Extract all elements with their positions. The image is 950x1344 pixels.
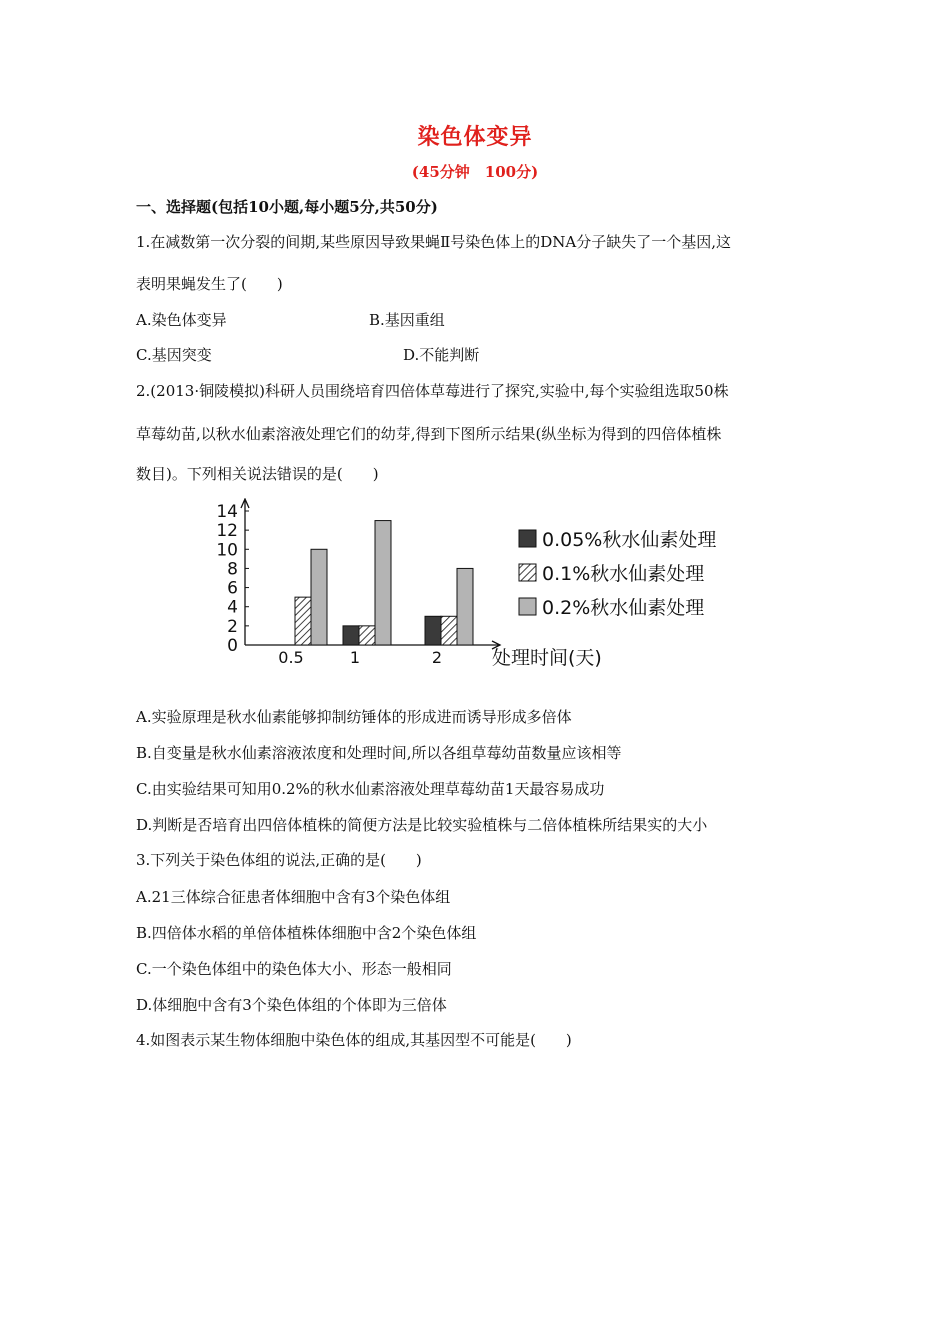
- q1-option-d: D.不能判断: [403, 346, 480, 364]
- page-subtitle: (45分钟 100分): [411, 163, 539, 181]
- q1-option-b: B.基因重组: [369, 311, 445, 329]
- q1-option-a: A.染色体变异: [136, 311, 227, 329]
- legend-swatch: [519, 530, 536, 547]
- section-heading: 一、选择题(包括10小题,每小题5分,共50分): [136, 198, 438, 216]
- y-tick-label: 12: [216, 521, 238, 542]
- bar: [311, 549, 327, 645]
- q4-stem: 4.如图表示某生物体细胞中染色体的组成,其基因型不可能是( ): [136, 1031, 572, 1049]
- q3-option-c: C.一个染色体组中的染色体大小、形态一般相同: [136, 960, 452, 978]
- legend-label: 0.1%秋水仙素处理: [542, 563, 705, 585]
- x-tick-label: 2: [431, 648, 443, 667]
- bar: [441, 616, 457, 645]
- q1-option-c: C.基因突变: [136, 346, 212, 364]
- bar: [359, 626, 375, 645]
- x-tick-label: 0.5: [278, 648, 304, 667]
- q2-option-c: C.由实验结果可知用0.2%的秋水仙素溶液处理草莓幼苗1天最容易成功: [136, 780, 605, 798]
- q3-option-d: D.体细胞中含有3个染色体组的个体即为三倍体: [136, 996, 447, 1014]
- y-tick-label: 4: [227, 597, 238, 618]
- q2-option-d: D.判断是否培育出四倍体植株的简便方法是比较实验植株与二倍体植株所结果实的大小: [136, 816, 708, 834]
- legend-label: 0.2%秋水仙素处理: [542, 597, 705, 619]
- q2-option-b: B.自变量是秋水仙素溶液浓度和处理时间,所以各组草莓幼苗数量应该相等: [136, 744, 622, 762]
- q2-stem-line3: 数目)。下列相关说法错误的是( ): [136, 465, 379, 483]
- q2-stem-line2: 草莓幼苗,以秋水仙素溶液处理它们的幼芽,得到下图所示结果(纵坐标为得到的四倍体植株: [136, 425, 722, 443]
- q3-stem: 3.下列关于染色体组的说法,正确的是( ): [136, 851, 422, 869]
- legend-swatch: [519, 598, 536, 615]
- y-tick-label: 6: [227, 578, 238, 599]
- q3-option-a: A.21三体综合征患者体细胞中含有3个染色体组: [136, 888, 451, 906]
- q3-option-b: B.四倍体水稻的单倍体植株体细胞中含2个染色体组: [136, 924, 477, 942]
- y-tick-label: 2: [227, 616, 238, 637]
- x-axis-label: 处理时间(天): [492, 647, 602, 669]
- y-tick-label: 0: [227, 636, 238, 656]
- bar: [457, 568, 473, 645]
- q2-option-a: A.实验原理是秋水仙素能够抑制纺锤体的形成进而诱导形成多倍体: [136, 708, 572, 726]
- bar-chart: [200, 498, 760, 688]
- q1-stem-line1: 1.在减数第一次分裂的间期,某些原因导致果蝇Ⅱ号染色体上的DNA分子缺失了一个基因,这: [136, 233, 732, 251]
- y-tick-label: 14: [216, 502, 238, 522]
- y-tick-label: 10: [216, 540, 238, 561]
- legend-swatch: [519, 564, 536, 581]
- bar: [295, 597, 311, 645]
- x-tick-label: 1: [349, 648, 361, 667]
- bar: [425, 616, 441, 645]
- q2-stem-line1: 2.(2013·铜陵模拟)科研人员围绕培育四倍体草莓进行了探究,实验中,每个实验组选取50株: [136, 382, 729, 400]
- y-tick-label: 8: [227, 559, 238, 580]
- q1-stem-line2: 表明果蝇发生了( ): [136, 275, 283, 293]
- page-title: 染色体变异: [417, 124, 533, 150]
- bar: [375, 521, 391, 645]
- bar: [343, 626, 359, 645]
- legend-label: 0.05%秋水仙素处理: [542, 529, 717, 551]
